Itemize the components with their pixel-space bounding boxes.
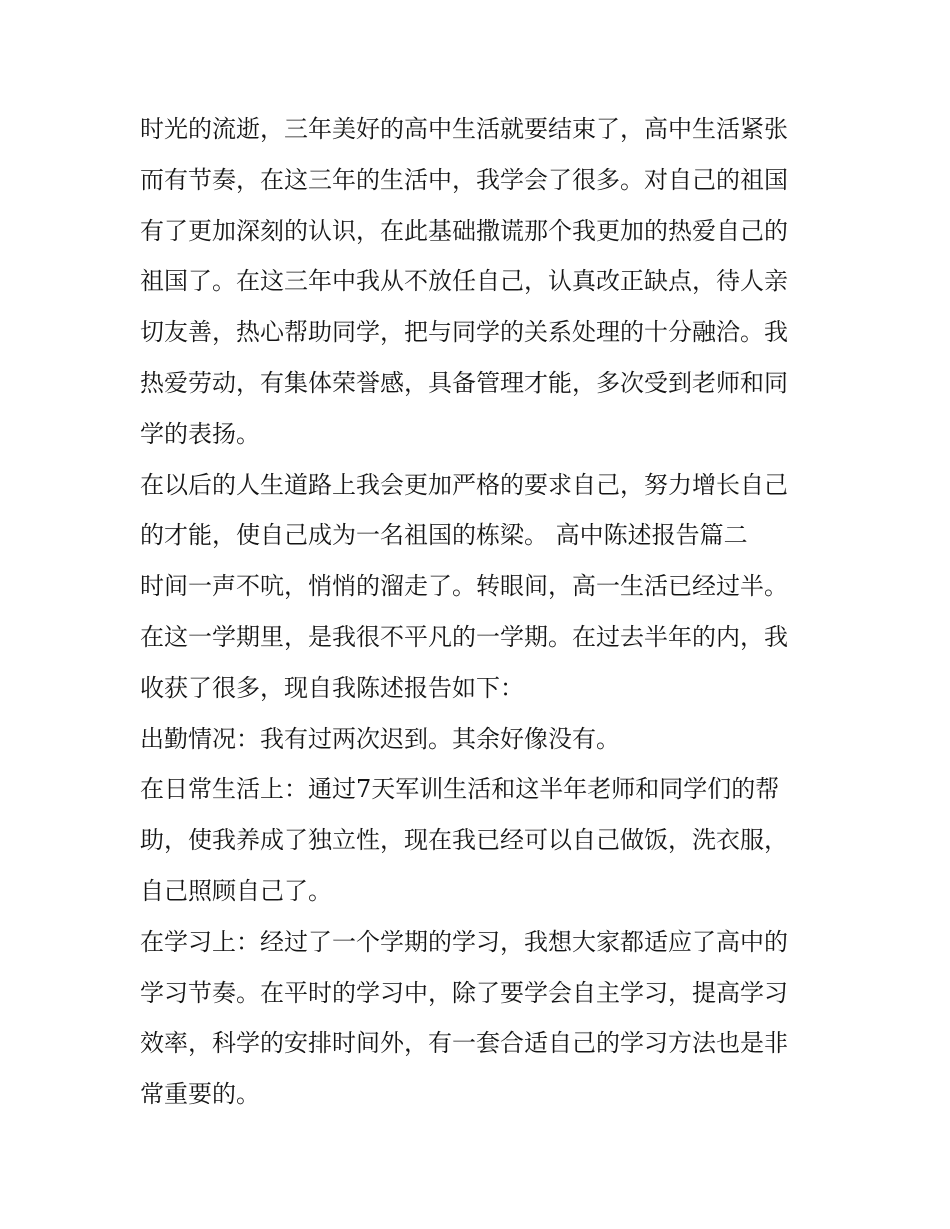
text-line-3: 有了更加深刻的认识，在此基础撒谎那个我更加的热爱自己的 bbox=[140, 216, 788, 245]
text-line-9: 的才能，使自己成为一名祖国的栋梁。 高中陈述报告篇二 bbox=[140, 521, 748, 550]
text-line-2: 而有节奏，在这三年的生活中，我学会了很多。对自己的祖国 bbox=[140, 165, 788, 194]
text-line-19: 效率，科学的安排时间外，有一套合适自己的学习方法也是非 bbox=[140, 1029, 788, 1058]
text-line-12: 收获了很多，现自我陈述报告如下： bbox=[140, 673, 524, 702]
text-line-17: 在学习上：经过了一个学期的学习，我想大家都适应了高中的 bbox=[140, 927, 788, 956]
text-line-7: 学的表扬。 bbox=[140, 419, 260, 448]
text-line-8: 在以后的人生道路上我会更加严格的要求自己，努力增长自己 bbox=[140, 470, 788, 499]
text-line-13: 出勤情况：我有过两次迟到。其余好像没有。 bbox=[140, 724, 620, 753]
document-body bbox=[140, 104, 820, 1120]
text-line-11: 在这一学期里，是我很不平凡的一学期。在过去半年的内，我 bbox=[140, 622, 788, 651]
text-line-14: 在日常生活上：通过7天军训生活和这半年老师和同学们的帮 bbox=[140, 775, 780, 804]
text-line-10: 时间一声不吭，悄悄的溜走了。转眼间，高一生活已经过半。 bbox=[140, 572, 788, 601]
text-line-18: 学习节奏。在平时的学习中，除了要学会自主学习，提高学习 bbox=[140, 978, 788, 1007]
text-line-1: 时光的流逝，三年美好的高中生活就要结束了，高中生活紧张 bbox=[140, 115, 788, 143]
text-line-5: 切友善，热心帮助同学，把与同学的关系处理的十分融洽。我 bbox=[140, 318, 788, 347]
text-line-6: 热爱劳动，有集体荣誉感，具备管理才能，多次受到老师和同 bbox=[140, 368, 788, 397]
text-line-15: 助，使我养成了独立性，现在我已经可以自己做饭，洗衣服， bbox=[140, 826, 788, 855]
text-line-16: 自己照顾自己了。 bbox=[140, 876, 332, 905]
text-line-20: 常重要的。 bbox=[140, 1080, 260, 1109]
text-line-4: 祖国了。在这三年中我从不放任自己，认真改正缺点，待人亲 bbox=[140, 267, 788, 296]
